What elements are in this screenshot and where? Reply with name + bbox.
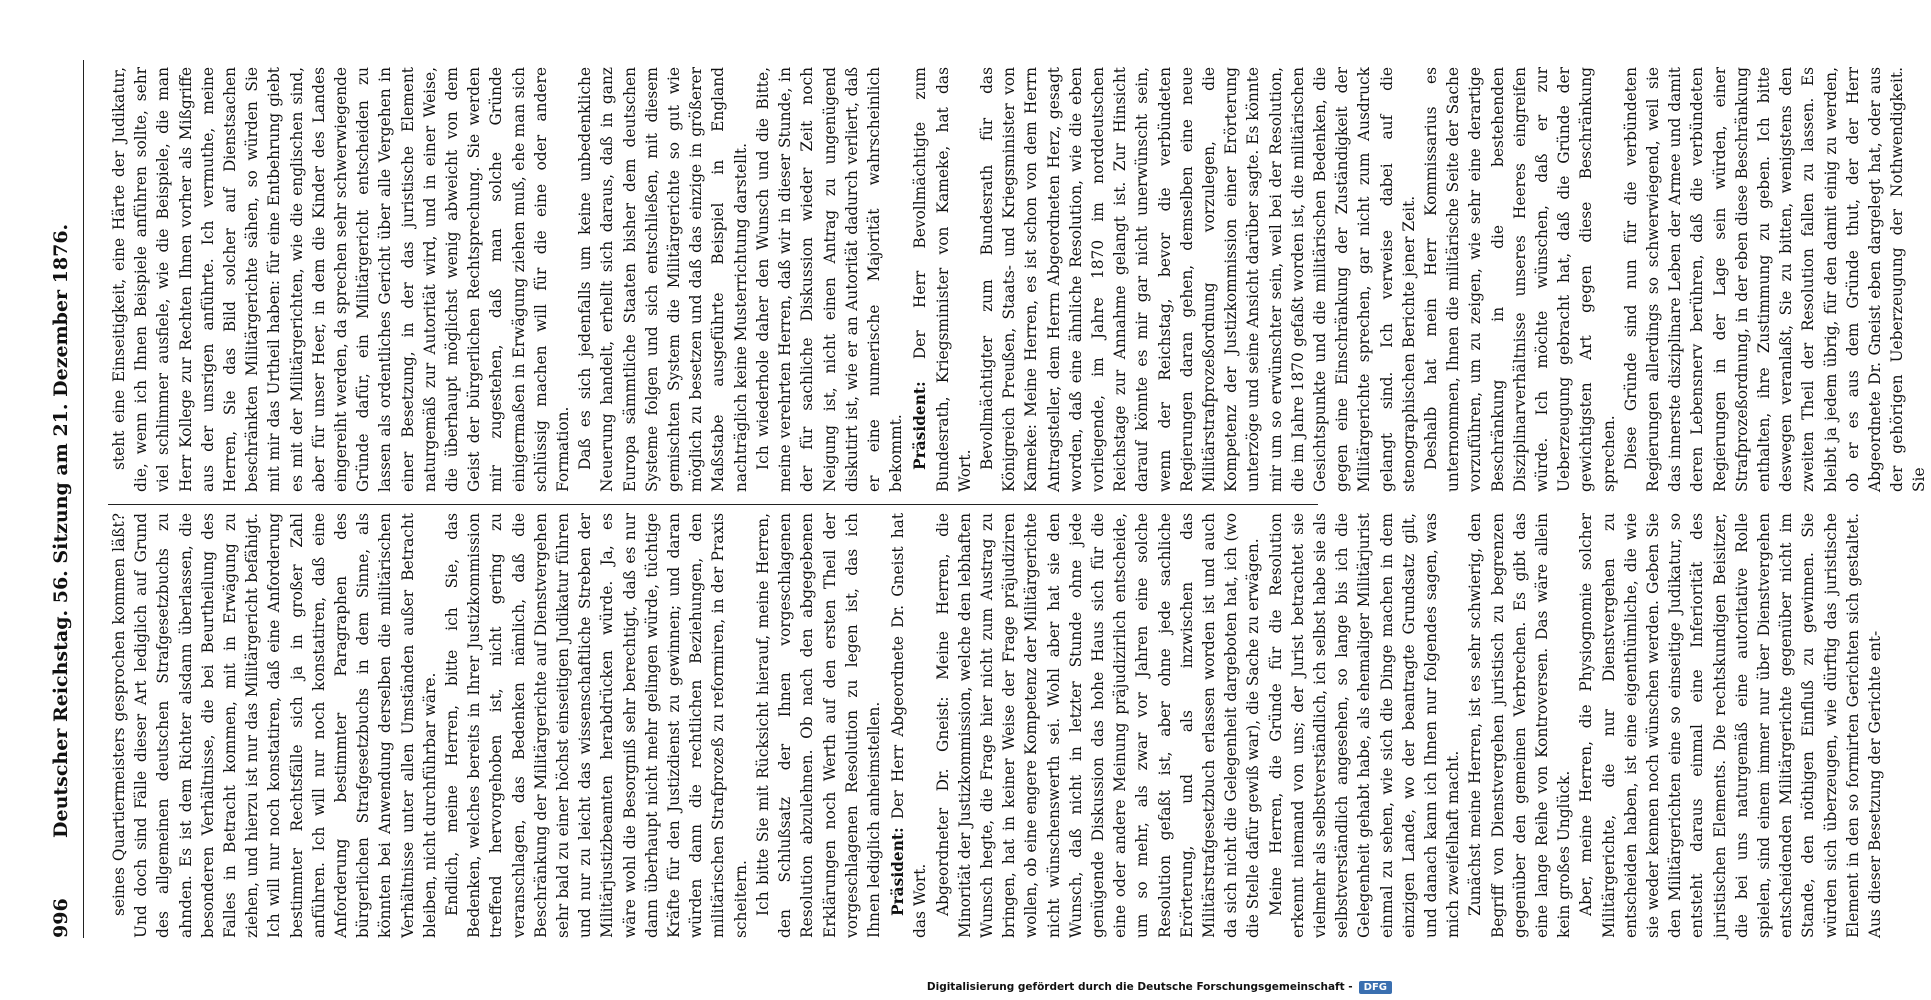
body-paragraph: steht eine Einseitigkeit, eine Härte der Judikatur, die, wenn ich Ihnen Beispiele anführen sollte, sehr viel schlimmer ausfiele, wie die Beispiele, die man Herr Kollege zur Rechten Ihnen vorher als Mißgriffe aus der unsrigen anführte. Ich vermuthe, meine Herren, Sie das Bild solcher auf Dienstsachen beschränkten Militärgerichte sähen, so würden Sie mit mir das Urtheil haben: für eine Entbehrung giebt es mit der Militärgerichten, wie die englischen sind, aber für unser Heer, in dem die Kinder des Landes eingereiht werden, da sprechen sehr schwerwiegende Gründe dafür, ein Militärgericht entscheiden zu lassen als ordentliches Gericht über alle Vergehen in einer Besetzung, in der das juristische Element naturgemäß zur Autorität wird, und in einer Weise, die überhaupt möglichst wenig abweicht von dem Geist der bürgerlichen Rechtsprechung. Sie werden mir zugestehen, daß man solche Gründe einigermaßen in Erwägung ziehen muß, ehe man sich schlüssig machen will für die eine oder andere Formation. [110, 67, 573, 492]
speaker-label: Präsident: [911, 381, 930, 470]
body-paragraph: Daß es sich jedenfalls um keine unbedenkliche Neuerung handelt, erhellt sich daraus, daß in ganz Europa sämmtliche Staaten bisher dem deutschen Systeme folgen und sich entschließen, mit diesem gemischten System die Militärgerichte so gut wie möglich zu besetzen und daß das einzige in größerer Maßstabe ausgeführte Beispiel in England nachträglich keine Musterrichtung darstellt. [576, 67, 750, 492]
digitization-credit [700, 981, 1392, 994]
running-title: Deutscher Reichstag. 56. Sitzung am 21. Dezember 1876. [50, 223, 72, 838]
body-paragraph: Aber, meine Herren, die Physiognomie solcher Militärgerichte, die nur Dienstvergehen zu entscheiden haben, ist eine eigenthümliche, die wie sie weder kennen noch wünschen werden. Geben Sie den Militärgerichten eine so einseitige Judikatur, so entsteht daraus einmal eine Inferiorität des juristischen Elements. Die rechtskundigen Beisitzer, die bei uns naturgemäß eine autoritative Rolle spielen, sind einem immer nur über Dienstvergehen entscheidenden Militärgerichte gegenüber nicht im Stande, den nöthigen Einfluß zu gewinnen. Sie würden sich überzeugen, wie dürftig das juristische Element in den so formirten Gerichten sich gestaltet. Aus dieser Besetzung der Gerichte ent- [1577, 513, 1885, 938]
speaker-label: Präsident: [889, 827, 908, 916]
body-paragraph: seines Quartiermeisters gesprochen kommen läßt? Und doch sind Fälle dieser Art lediglich auf Grund des allgemeinen deutschen Strafgesetzbuchs zu ahnden. Es ist dem Richter alsdann überlassen, die besonderen Verhältnisse, die bei Beurtheilung des Falles in Betracht kommen, mit in Erwägung zu ziehen, und hierzu ist nur das Militärgericht befähigt. Ich will nur noch konstatiren, daß eine Anforderung bestimmter Rechtsfälle sich ja in großer Zahl anführen. Ich will nur noch konstatiren, daß eine Anforderung bestimmter Paragraphen des bürgerlichen Strafgesetzbuchs in dem Sinne, als könnten bei Anwendung derselben die militärischen Verhältnisse unter allen Umständen außer Betracht bleiben, nicht durchführbar wäre. [110, 513, 439, 938]
speaker-text: Der Herr Abgeordnete Dr. Gneist hat das Wort. [889, 513, 930, 938]
text-column-left [108, 513, 1885, 938]
body-paragraph: Zunächst meine Herren, ist es sehr schwierig, den Begriff von Dienstvergehen juristisch zu begrenzen gegenüber den gemeinen Verbrechen. Es gibt das eine lange Reihe von Kontroversen. Das wäre allein kein großes Unglück. [1466, 513, 1574, 938]
credit-text: Digitalisierung gefördert durch die Deutsche Forschungsgemeinschaft - [926, 981, 1353, 993]
body-paragraph: Meine Herren, die Gründe für die Resolution erkennt niemand von uns; der Jurist betrachtet sie vielmehr als selbstverständlich, ich selbst habe sie als selbstverständlich angesehen, so lange bis ich die Gelegenheit gehabt habe, als ehemaliger Militärjurist einmal zu sehen, wie sich die Dinge machen in dem einzigen Lande, wo der beantragte Grundsatz gilt, und danach kann ich Ihnen nur folgendes sagen, was mich zweifelhaft macht. [1266, 513, 1463, 938]
body-paragraph: Deshalb hat mein Herr Kommissarius es unternommen, Ihnen die militärische Seite der Sache vorzuführen, um zu zeigen, wie sehr eine derartige Beschränkung in die bestehenden Disziplinarverhältnisse unseres Heeres eingreifen würde. Ich möchte wünschen, daß er zur Ueberzeugung gebracht hat, daß die Gründe der gewichtigsten Art gegen diese Beschränkung sprechen. [1421, 67, 1618, 492]
body-paragraph: Bevollmächtigter zum Bundesrath für das Königreich Preußen, Staats- und Kriegsminister von Kameke: Meine Herren, es ist schon von dem Herrn Antragsteller, dem Herrn Abgeordneten Herz, gesagt worden, daß eine ähnliche Resolution, wie die eben vorliegende, im Jahre 1870 im norddeutschen Reichstage zur Annahme gelangt ist. Zur Hinsicht darauf könnte es mir gar nicht unerwünscht sein, wenn der Reichstag, bevor die verbündeten Regierungen daran gehen, demselben eine neue Militärstrafprozeßordnung vorzulegen, die Kompetenz der Justizkommission einer Erörterung unterzöge und seine Ansicht darüber sagte. Es könnte mir um so erwünschter sein, weil bei der Resolution, die im Jahre 1870 gefaßt worden ist, die militärischen Gesichtspunkte und die militärischen Bedenken, die gegen eine Einschränkung der Zuständigkeit der Militärgerichte sprechen, gar nicht zum Ausdruck gelangt sind. Ich verweise dabei auf die stenographischen Berichte jener Zeit. [977, 67, 1418, 492]
body-paragraph: Ich wiederhole daher den Wunsch und die Bitte, meine verehrten Herren, daß wir in dieser Stunde, in der für sachliche Diskussion wieder Zeit noch Neigung ist, nicht einen Antrag zu ungenügend diskutirt ist, wie er an Autorität dadurch verliert, daß er eine numerische Majorität wahrscheinlich bekommt. [753, 67, 906, 492]
header-rule [83, 60, 84, 938]
body-paragraph: Abgeordneter Dr. Gneist: Meine Herren, die Minorität der Justizkommission, welche den lebhaften Wunsch hegte, die Frage hier nicht zum Austrag zu bringen, hat in keiner Weise der Frage präjudiziren wollen, ob eine engere Kompetenz der Militärgerichte nicht wünschenswerth sei. Wohl aber hat sie den Wunsch, daß nicht in letzter Stunde ohne jede genügende Diskussion das hohe Haus sich für die eine oder andere Meinung präjudizirlich entscheide, um so mehr, als zwar vor Jahren eine solche Resolution gefaßt ist, aber ohne jede sachliche Erörterung, und als inzwischen das Militärstrafgesetzbuch erlassen worden ist und auch da sich nicht die Gelegenheit dargeboten hat, ich (wo die Stelle dafür gewiß war), die Sache zu erwägen. [933, 513, 1263, 938]
page-number: 996 [50, 898, 72, 938]
body-paragraph: Diese Gründe sind nun für die verbündeten Regierungen allerdings so schwerwiegend, weil sie das innerste disziplinare Leben der Armee und damit deren Lebensnerv berühren, daß die verbündeten Regierungen in der Lage sein würden, einer Strafprozeßordnung, in der eben diese Beschränkung enthalten, ihre Zustimmung zu geben. Ich bitte deswegen veranlaßt, Sie zu bitten, wenigstens den zweiten Theil der Resolution fallen zu lassen. Es bleibt ja jedem übrig, für den damit einig zu werden, ob er es aus dem Gründe thut, der der Herr Abgeordnete Dr. Gneist eben dargelegt hat, oder aus der gehörigen Ueberzeugung der Nothwendigkeit. Sie [1621, 67, 1929, 492]
column-divider [108, 504, 1318, 505]
text-column-right [108, 67, 1929, 492]
speaker-paragraph [887, 513, 931, 938]
speaker-paragraph [909, 67, 976, 492]
page-header [40, 60, 84, 938]
body-paragraph: Endlich, meine Herren, bitte ich Sie, das Bedenken, welches bereits in Ihrer Justizkommission treffend hervorgehoben ist, nicht gering zu veranschlagen, das Bedenken nämlich, daß die Beschränkung der Militärgerichte auf Dienstvergehen sehr bald zu einer höchst einseitigen Judikatur führen und nur zu leicht das wissenschaftliche Streben der Militärjustizbeamten herabdrücken würde. Ja, es wäre wohl die Besorgniß sehr berechtigt, daß es nur dann überhaupt nicht mehr gelingen würde, tüchtige Kräfte für den Justizdienst zu gewinnen; und daran würden dann die rechtlichen Beziehungen, den militärischen Strafprozeß zu reformiren, in der Praxis scheitern. [443, 513, 750, 938]
body-paragraph: Ich bitte Sie mit Rücksicht hierauf, meine Herren, den Schlußsatz der Ihnen vorgeschlagenen Resolution abzulehnen. Ob nach den abgegebenen Erklärungen noch Werth auf den ersten Theil der vorgeschlagenen Resolution zu legen ist, das ich Ihnen lediglich anheimstellen. [753, 513, 883, 938]
dfg-logo: DFG [1359, 981, 1392, 994]
speaker-text: Der Herr Bevollmächtigte zum Bundesrath, Kriegsminister von Kameke, hat das Wort. [911, 67, 974, 492]
